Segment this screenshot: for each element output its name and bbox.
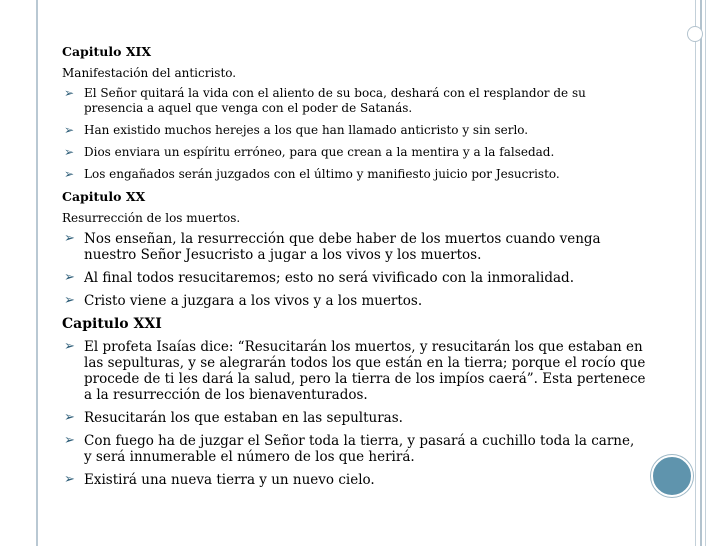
list-item: [62, 123, 646, 138]
hollow-arrow-bullet-icon: ➢: [64, 145, 75, 159]
list-item: [62, 167, 646, 182]
hollow-arrow-bullet-icon: ➢: [64, 472, 75, 487]
decorative-circle-icon: [651, 455, 693, 497]
list-item-text: Resucitarán los que estaban en las sepulturas.: [84, 410, 403, 426]
list-item: [62, 145, 646, 160]
list-item: [62, 86, 646, 116]
chapter-heading: Capitulo XX: [62, 189, 146, 204]
list-item: [62, 472, 646, 488]
list-item-text: Al final todos resucitaremos; esto no será vivificado con la inmoralidad.: [84, 270, 574, 286]
list-item-text: Existirá una nueva tierra y un nuevo cielo.: [84, 472, 375, 488]
left-decorative-rule: [36, 0, 38, 546]
list-item-text: El profeta Isaías dice: “Resucitarán los muertos, y resucitarán los que estaban en las sepulturas, y se alegrarán todos los que están en la tierra; porque el rocío que procede de ti les dará la salud, pero la tierra de los impíos caerá”. Esta pertenece a la resurrección de los bienaventurados.: [84, 339, 646, 403]
right-decorative-rule: [705, 0, 706, 546]
slide-content: [62, 43, 646, 495]
list-item-text: Con fuego ha de juzgar el Señor toda la tierra, y pasará a cuchillo toda la carne, y será innumerable el número de los que herirá.: [84, 433, 635, 465]
right-decorative-rule: [700, 0, 702, 546]
list-item: [62, 231, 646, 263]
hollow-arrow-bullet-icon: ➢: [64, 86, 75, 100]
list-item-text: Nos enseñan, la resurrección que debe haber de los muertos cuando venga nuestro Señor Jesucristo a jugar a los vivos y los muertos.: [84, 231, 601, 263]
list-item-text: Han existido muchos herejes a los que han llamado anticristo y sin serlo.: [84, 123, 529, 137]
bullet-list: [62, 339, 646, 488]
hollow-arrow-bullet-icon: ➢: [64, 433, 75, 448]
list-item-text: El Señor quitará la vida con el aliento de su boca, deshará con el resplandor de su presencia a aquel que venga con el poder de Satanás.: [84, 86, 586, 115]
hollow-arrow-bullet-icon: ➢: [64, 339, 75, 354]
hollow-arrow-bullet-icon: ➢: [64, 410, 75, 425]
list-item-text: Dios enviara un espíritu erróneo, para que crean a la mentira y a la falsedad.: [84, 145, 555, 159]
hollow-arrow-bullet-icon: ➢: [64, 123, 75, 137]
chapter-heading: Capitulo XXI: [62, 316, 162, 332]
hollow-arrow-bullet-icon: ➢: [64, 293, 75, 308]
hollow-arrow-bullet-icon: ➢: [64, 270, 75, 285]
hollow-arrow-bullet-icon: ➢: [64, 167, 75, 181]
bullet-list: [62, 231, 646, 309]
list-item: [62, 270, 646, 286]
list-item-text: Los engañados serán juzgados con el último y manifiesto juicio por Jesucristo.: [84, 167, 560, 181]
list-item: [62, 339, 646, 403]
hollow-arrow-bullet-icon: ➢: [64, 231, 75, 246]
right-decorative-rule: [695, 0, 696, 546]
list-item: [62, 293, 646, 309]
chapter-heading: Capitulo XIX: [62, 44, 152, 59]
chapter-subtitle: Manifestación del anticristo.: [62, 66, 237, 80]
bullet-list: [62, 86, 646, 182]
list-item-text: Cristo viene a juzgara a los vivos y a los muertos.: [84, 293, 423, 309]
decorative-ring-icon: [687, 26, 703, 42]
chapter-subtitle: Resurrección de los muertos.: [62, 211, 241, 225]
list-item: [62, 433, 646, 465]
list-item: [62, 410, 646, 426]
